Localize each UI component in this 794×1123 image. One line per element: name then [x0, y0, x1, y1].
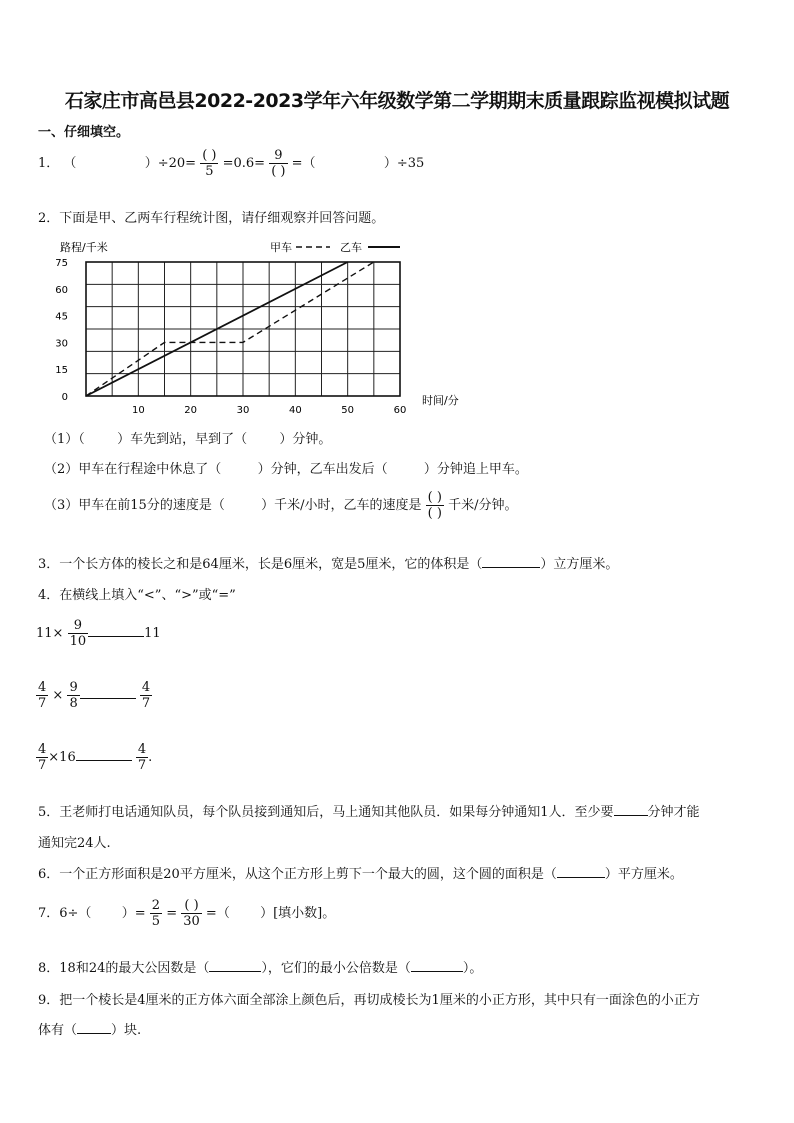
x-tick-label: 50	[341, 405, 355, 416]
chart-ylabel: 路程/千米	[60, 241, 108, 254]
q2-sub2-text-a: （2）甲车在行程途中休息了（	[44, 462, 222, 477]
q9-blank[interactable]	[77, 1033, 111, 1034]
question-7	[38, 898, 335, 929]
q4-l2-fraction-1	[36, 680, 48, 711]
q2-sub2	[44, 458, 528, 477]
x-tick-label: 30	[236, 405, 250, 416]
q2-sub3-text-c: 千米/分钟。	[448, 498, 518, 513]
q2-sub3	[44, 490, 517, 521]
chart-xlabel: 时间/分	[422, 394, 459, 407]
y-tick-label: 60	[55, 284, 68, 296]
q2-sub3-fraction-den[interactable]: ( )	[427, 506, 442, 521]
q8-blank-1[interactable]	[209, 971, 261, 972]
q4-l3-den-1: 7	[38, 758, 47, 773]
q3-text-a: 3．一个长方体的棱长之和是64厘米，长是6厘米，宽是5厘米，它的体积是（	[38, 557, 483, 572]
chart-grid	[86, 262, 400, 396]
y-tick-label: 30	[55, 338, 68, 350]
q1-number: 1．	[38, 156, 60, 171]
q4-line-1	[36, 618, 161, 649]
question-3	[38, 553, 618, 572]
q8-text-b: ），它们的最小公倍数是（	[261, 961, 411, 976]
q7-f2-num[interactable]: ( )	[181, 898, 202, 914]
q4-l2-den-2: 8	[69, 696, 78, 711]
q6-blank[interactable]	[557, 877, 605, 878]
q4-l2-fraction-2	[67, 680, 79, 711]
q2-sub1-text-c: ）分钟。	[279, 432, 332, 447]
q1-text-1: （	[63, 156, 77, 171]
q1-fraction-1	[200, 148, 218, 179]
q8-text-c: ）。	[462, 961, 483, 976]
q1-fraction-2-den[interactable]: ( )	[271, 164, 286, 179]
q7-text-c: =（	[205, 906, 230, 921]
q1-text-3: =0.6=	[222, 156, 266, 171]
q7-f1-den: 5	[151, 914, 161, 929]
q2-sub3-fraction-num[interactable]: ( )	[427, 490, 442, 505]
section-heading: 一、仔细填空。	[38, 125, 130, 140]
question-9-line-1: 9．把一个棱长是4厘米的正方体六面全部涂上颜色后，再切成棱长为1厘米的小正方形，其中只有一面涂色的小正方	[38, 993, 700, 1008]
q2-sub3-text-b: ）千米/小时，乙车的速度是	[261, 498, 422, 513]
q4-l1-num: 9	[68, 618, 89, 634]
q7-f1-num: 2	[151, 898, 161, 913]
travel-line-chart	[40, 236, 460, 416]
q8-text-a: 8．18和24的最大公因数是（	[38, 961, 210, 976]
q2-sub1	[44, 428, 331, 447]
legend-jiache-label: 甲车	[270, 241, 292, 254]
q2-sub3-fraction	[426, 490, 444, 521]
q4-l1-den: 10	[69, 634, 87, 649]
q4-l1-end: 11	[144, 626, 161, 641]
legend-yiche-label: 乙车	[340, 241, 362, 254]
q7-text-a: 7．6÷（	[38, 906, 92, 921]
q9-text-c: ）块.	[111, 1023, 142, 1038]
q2-sub1-text-a: （1）（	[44, 432, 85, 447]
q4-l2-num-3: 4	[141, 680, 151, 695]
chart-y-ticks	[55, 258, 68, 403]
q7-equals: =	[166, 906, 178, 921]
x-tick-label: 10	[131, 405, 145, 416]
q4-l2-blank[interactable]	[80, 698, 136, 699]
page-title: 石家庄市高邑县2022-2023学年六年级数学第二学期期末质量跟踪监视模拟试题	[64, 90, 730, 112]
q6-text-a: 6．一个正方形面积是20平方厘米，从这个正方形上剪下一个最大的圆，这个圆的面积是（	[38, 867, 557, 882]
q4-l3-fraction-1	[36, 742, 48, 773]
q1-text-4: =（	[291, 156, 316, 171]
q5-text-b: 分钟才能	[647, 805, 700, 820]
question-9-line-2	[38, 1019, 141, 1038]
q4-l3-num-2: 4	[137, 742, 147, 757]
q4-l3-end: .	[148, 750, 153, 765]
q4-l2-fraction-3	[140, 680, 152, 711]
x-tick-label: 40	[288, 405, 302, 416]
q5-text-a: 5．王老师打电话通知队员，每个队员接到通知后，马上通知其他队员．如果每分钟通知1人．至少要	[38, 805, 614, 820]
question-4: 4．在横线上填入“<”、“>”或“=”	[38, 588, 236, 603]
y-tick-label: 0	[61, 392, 68, 403]
q4-l1-blank[interactable]	[88, 636, 144, 637]
question-6	[38, 863, 683, 882]
q1-fraction-2	[269, 148, 287, 179]
q4-line-2	[36, 680, 152, 711]
q4-l1-text: 11×	[36, 626, 64, 641]
chart-legend	[270, 241, 400, 254]
q6-text-b: ）平方厘米。	[604, 867, 683, 882]
question-2: 2．下面是甲、乙两车行程统计图，请仔细观察并回答问题。	[38, 211, 385, 226]
question-8	[38, 957, 482, 976]
q4-l1-fraction	[68, 618, 89, 649]
question-5-line-1	[38, 801, 700, 820]
q2-sub1-text-b: ）车先到站，早到了（	[117, 432, 248, 447]
y-tick-label: 75	[55, 258, 68, 269]
q1-text-5: ）÷35	[383, 156, 425, 171]
q2-sub3-text-a: （3）甲车在前15分的速度是（	[44, 498, 225, 513]
q4-l2-den-3: 7	[141, 696, 151, 711]
question-1	[38, 148, 424, 179]
q7-text-d: ）[填小数]。	[260, 906, 336, 921]
q4-l3-den-2: 7	[137, 758, 147, 773]
q8-blank-2[interactable]	[411, 971, 463, 972]
y-tick-label: 45	[55, 311, 68, 323]
q2-sub2-text-b: ）分钟，乙车出发后（	[257, 462, 388, 477]
q9-text-b: 体有（	[38, 1023, 78, 1038]
q4-l3-fraction-2	[136, 742, 148, 773]
y-tick-label: 15	[55, 365, 68, 377]
q4-l3-num-1: 4	[38, 742, 47, 757]
x-tick-label: 20	[184, 405, 198, 416]
q1-fraction-1-den: 5	[205, 164, 214, 179]
q3-blank[interactable]	[482, 567, 540, 568]
q7-fraction-1	[150, 898, 162, 929]
q7-fraction-2	[181, 898, 202, 929]
q4-l2-num-1: 4	[38, 680, 47, 695]
q7-text-b: ）=	[121, 906, 146, 921]
q1-fraction-2-num: 9	[269, 148, 287, 164]
q4-l2-den-1: 7	[38, 696, 47, 711]
q3-text-b: ）立方厘米。	[540, 557, 619, 572]
q1-fraction-1-num[interactable]: ( )	[202, 148, 217, 163]
q1-text-2: ）÷20=	[144, 156, 197, 171]
q4-l2-num-2: 9	[69, 680, 78, 695]
q4-l2-op: ×	[52, 688, 64, 703]
q4-l3-op: ×16	[48, 750, 76, 765]
q7-f2-den: 30	[183, 914, 200, 929]
q4-l3-blank[interactable]	[76, 760, 132, 761]
chart-x-ticks	[132, 405, 406, 416]
q4-line-3	[36, 742, 152, 773]
q2-sub2-text-c: ）分钟追上甲车。	[423, 462, 528, 477]
question-5-line-2: 通知完24人.	[38, 836, 111, 851]
q5-blank[interactable]	[614, 815, 648, 816]
x-tick-label: 60	[393, 405, 407, 416]
